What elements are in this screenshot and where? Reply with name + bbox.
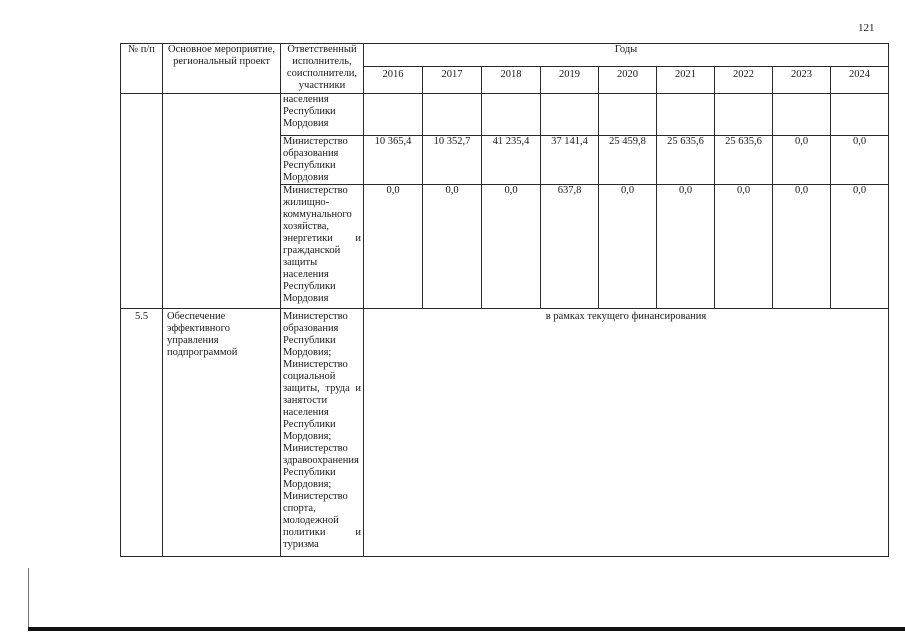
value-cell	[364, 94, 423, 136]
value-cell: 0,0	[773, 136, 831, 185]
value-cell: 0,0	[773, 185, 831, 309]
year-cell: 2024	[831, 67, 889, 94]
value-cell: 0,0	[657, 185, 715, 309]
year-cell: 2018	[482, 67, 541, 94]
program-table	[120, 43, 889, 557]
page-bottom-rule	[28, 627, 905, 631]
value-cell: 25 635,6	[657, 136, 715, 185]
header-row	[121, 44, 889, 67]
value-cell: 0,0	[715, 185, 773, 309]
table-row	[121, 94, 889, 136]
value-cell: 25 459,8	[599, 136, 657, 185]
header-num: № п/п	[121, 44, 163, 94]
page-edge-line	[28, 568, 29, 628]
row-executor: Министерство жилищно-коммунального хозяйства, энергетики и гражданской защиты населения Республики Мордовия	[281, 185, 364, 309]
value-cell: 0,0	[482, 185, 541, 309]
financing-note: в рамках текущего финансирования	[364, 309, 889, 557]
row-executor: Министерство образования Республики Мордовия; Министерство социальной защиты, труда и занятости населения Республики Мордовия; Министерство здравоохранения Республики Мордовия; Министерство спорта, молодежной политики и туризма	[281, 309, 364, 557]
value-cell	[657, 94, 715, 136]
value-cell: 25 635,6	[715, 136, 773, 185]
value-cell	[541, 94, 599, 136]
value-cell: 10 365,4	[364, 136, 423, 185]
year-cell: 2023	[773, 67, 831, 94]
value-cell: 0,0	[599, 185, 657, 309]
value-cell: 37 141,4	[541, 136, 599, 185]
value-cell: 10 352,7	[423, 136, 482, 185]
value-cell: 0,0	[364, 185, 423, 309]
value-cell: 41 235,4	[482, 136, 541, 185]
year-cell: 2022	[715, 67, 773, 94]
year-cell: 2021	[657, 67, 715, 94]
value-cell: 0,0	[423, 185, 482, 309]
year-cell: 2017	[423, 67, 482, 94]
value-cell	[773, 94, 831, 136]
row-executor: Министерство образования Республики Мордовия	[281, 136, 364, 185]
header-event: Основное мероприятие, региональный проект	[163, 44, 281, 94]
page-number: 121	[858, 22, 875, 34]
value-cell	[599, 94, 657, 136]
value-cell: 0,0	[831, 185, 889, 309]
year-cell: 2020	[599, 67, 657, 94]
value-cell	[423, 94, 482, 136]
value-cell	[482, 94, 541, 136]
row-event-cell	[163, 94, 281, 309]
table-row-5-5	[121, 309, 889, 557]
value-cell: 0,0	[831, 136, 889, 185]
value-cell	[831, 94, 889, 136]
header-executor: Ответственный исполнитель, соисполнители, участники	[281, 44, 364, 94]
value-cell: 637,8	[541, 185, 599, 309]
row-num: 5.5	[121, 309, 163, 557]
year-cell: 2019	[541, 67, 599, 94]
row-executor: населения Республики Мордовия	[281, 94, 364, 136]
header-years-label: Годы	[364, 44, 889, 67]
year-cell: 2016	[364, 67, 423, 94]
value-cell	[715, 94, 773, 136]
row-event: Обеспечение эффективного управления подпрограммой	[163, 309, 281, 557]
row-num-cell	[121, 94, 163, 309]
